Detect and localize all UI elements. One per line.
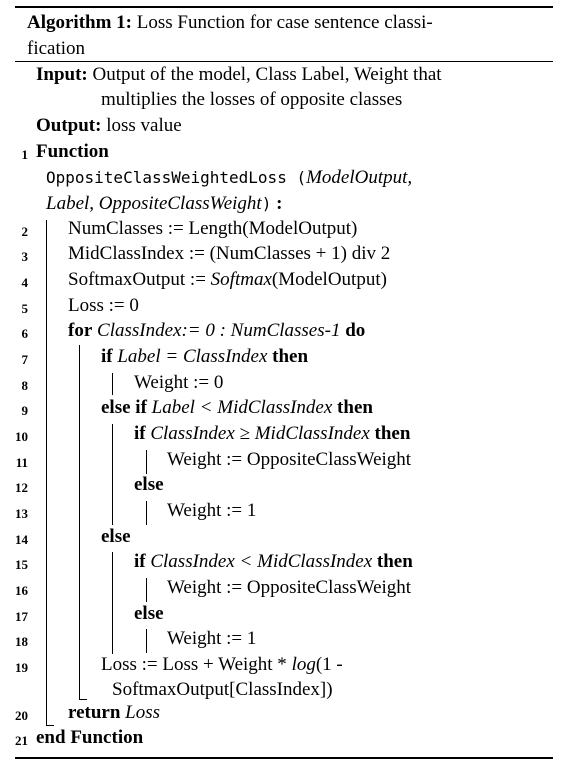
keyword-else: else <box>101 526 131 547</box>
title-rule <box>15 61 553 62</box>
line-number: 21 <box>15 733 28 748</box>
code-line <box>101 654 343 676</box>
line-number: 9 <box>21 403 28 418</box>
line-number: 14 <box>15 532 28 547</box>
line-number: 2 <box>21 224 28 239</box>
function-scope-bar <box>46 220 47 726</box>
input-text: Output of the model, Class Label, Weight that <box>92 64 442 85</box>
function-name: OppositeClassWeightedLoss ( <box>46 168 307 187</box>
keyword-if: if <box>134 551 146 572</box>
param-weight: OppositeClassWeight <box>98 193 262 214</box>
keyword-do: do <box>345 320 366 341</box>
line-number: 13 <box>15 506 28 521</box>
algorithm-label: Algorithm 1: <box>27 12 133 33</box>
code-line: Weight := OppositeClassWeight <box>167 449 412 470</box>
code-line <box>134 423 410 445</box>
code-line: Weight := OppositeClassWeight <box>167 577 412 598</box>
code-line <box>68 320 365 342</box>
line-number: 15 <box>15 557 28 572</box>
keyword-else: else <box>134 474 164 495</box>
code-line <box>36 727 143 749</box>
else-inner-scope-bar <box>146 629 147 653</box>
else-inner-scope-bar <box>146 501 147 525</box>
code-line <box>46 193 282 215</box>
for-scope-bar <box>79 345 80 700</box>
param-label: Label, <box>46 193 95 214</box>
code-text: ClassIndex < MidClassIndex <box>145 551 377 572</box>
output-label: Output: <box>36 115 102 136</box>
if-scope-bar <box>112 373 113 395</box>
if-inner-scope-bar <box>146 450 147 474</box>
code-line: NumClasses := Length(ModelOutput) <box>68 218 358 239</box>
code-line <box>68 702 160 724</box>
line-number: 11 <box>15 455 28 470</box>
line-number: 12 <box>15 480 28 495</box>
line-number: 7 <box>21 352 28 367</box>
keyword-then: then <box>374 423 411 444</box>
keyword-else-if: else if <box>101 397 147 418</box>
algorithm-title-text: Loss Function for case sentence classi- <box>136 12 433 33</box>
keyword-then: then <box>272 346 309 367</box>
code-text: Label = ClassIndex <box>112 346 273 367</box>
code-text: Label < MidClassIndex <box>146 397 338 418</box>
param-model-output: ModelOutput, <box>306 167 413 188</box>
if-inner-scope-bar <box>146 578 147 602</box>
code-text: Softmax <box>210 269 272 290</box>
line-number: 10 <box>15 429 28 444</box>
for-scope-hook <box>79 699 87 700</box>
input-label: Input: <box>36 64 88 85</box>
code-line <box>134 551 413 573</box>
code-line <box>36 141 109 163</box>
code-line <box>134 603 164 625</box>
else-scope-bar <box>112 552 113 654</box>
code-line: Weight := 1 <box>167 500 257 521</box>
close-paren: ) <box>261 194 272 213</box>
code-line: Loss := 0 <box>68 295 139 316</box>
bottom-rule <box>15 757 553 759</box>
keyword-function: Function <box>36 141 109 162</box>
code-line: SoftmaxOutput[ClassIndex]) <box>112 679 333 700</box>
code-line <box>46 167 412 189</box>
colon: : <box>271 193 283 214</box>
code-text: (1 - <box>315 654 343 675</box>
line-number: 3 <box>21 249 28 264</box>
line-number: 18 <box>15 634 28 649</box>
line-number: 6 <box>21 326 28 341</box>
code-line <box>134 474 164 496</box>
line-number: 4 <box>21 275 28 290</box>
code-text: SoftmaxOutput := <box>68 269 211 290</box>
output-text: loss value <box>106 115 182 136</box>
function-scope-hook <box>46 725 54 726</box>
output-line <box>36 115 182 137</box>
keyword-then: then <box>376 551 413 572</box>
line-number: 8 <box>21 378 28 393</box>
code-line: MidClassIndex := (NumClasses + 1) div 2 <box>68 243 391 264</box>
keyword-else: else <box>134 603 164 624</box>
line-number: 16 <box>15 583 28 598</box>
elseif-scope-bar <box>112 424 113 525</box>
keyword-then: then <box>337 397 373 418</box>
algorithm-title <box>27 10 547 62</box>
code-text: ClassIndex ≥ MidClassIndex <box>145 423 375 444</box>
keyword-if: if <box>134 423 146 444</box>
code-text: log <box>291 654 316 675</box>
code-text: Loss <box>120 702 161 723</box>
code-line <box>101 397 373 419</box>
algorithm-title-cont: fication <box>27 38 86 59</box>
code-line: Weight := 0 <box>134 372 224 393</box>
keyword-end-function: end Function <box>36 727 144 748</box>
code-text: ClassIndex:= 0 : NumClasses-1 <box>92 320 346 341</box>
top-rule <box>15 6 553 8</box>
keyword-for: for <box>68 320 93 341</box>
input-line-cont: multiplies the losses of opposite classes <box>101 89 403 110</box>
line-number: 19 <box>15 660 28 675</box>
keyword-return: return <box>68 702 121 723</box>
code-line <box>101 526 131 548</box>
keyword-if: if <box>101 346 113 367</box>
line-number: 17 <box>15 609 28 624</box>
code-line <box>101 346 308 368</box>
code-line <box>68 269 387 291</box>
line-number: 1 <box>21 147 28 162</box>
line-number: 20 <box>15 708 28 723</box>
line-number: 5 <box>21 301 28 316</box>
code-line: Weight := 1 <box>167 628 257 649</box>
input-line <box>36 64 442 86</box>
code-text: (ModelOutput) <box>271 269 387 290</box>
code-text: Loss := Loss + Weight * <box>101 654 292 675</box>
